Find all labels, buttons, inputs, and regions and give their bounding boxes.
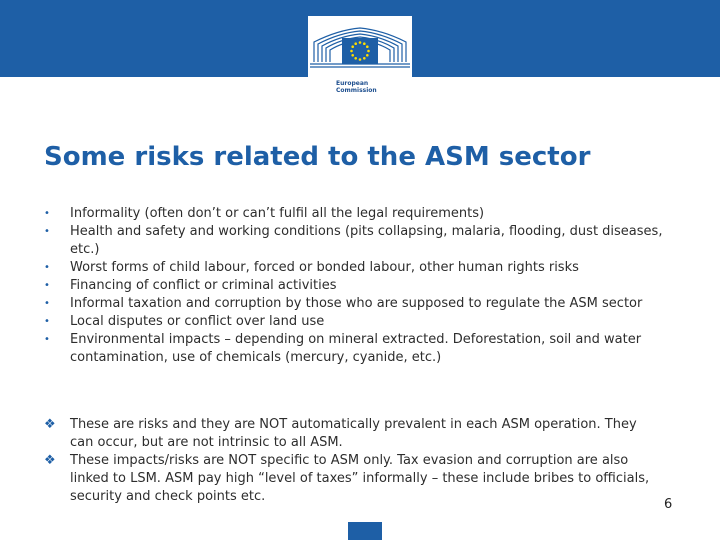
list-item-text: Environmental impacts – depending on mineral extracted. Deforestation, soil and water contamination, use of chemicals (mercury, cyanide, etc.) [70,332,642,365]
logo-line-1: European [336,80,369,87]
list-item-text: Financing of conflict or criminal activities [70,278,337,293]
bullet-icon: • [44,226,50,237]
bottom-tab [348,522,382,540]
risk-list [44,205,664,367]
bullet-icon: • [44,262,50,273]
list-item-text: These are risks and they are NOT automatically prevalent in each ASM operation. They can occur, but are not intrinsic to all ASM. [70,417,637,450]
diamond-bullet-icon: ❖ [44,417,56,432]
logo-line-2: Commission [336,87,377,94]
notes-list [44,416,664,506]
list-item [44,416,664,452]
list-item-text: Local disputes or conflict over land use [70,314,325,329]
list-item [44,313,664,331]
page-number: 6 [664,497,673,512]
logo-text [336,80,377,94]
list-item-text: These impacts/risks are NOT specific to ASM only. Tax evasion and corruption are also linked to LSM. ASM pay high “level of taxes” informally – these include bribes to officials, security and check points etc. [70,453,650,504]
bullet-icon: • [44,208,50,219]
slide-title: Some risks related to the ASM sector [44,142,591,172]
list-item [44,205,664,223]
list-item [44,295,664,313]
diamond-bullet-icon: ❖ [44,453,56,468]
commission-building-icon [308,16,412,78]
european-commission-logo [308,16,412,100]
bullet-icon: • [44,280,50,291]
list-item [44,259,664,277]
list-item-text: Worst forms of child labour, forced or bonded labour, other human rights risks [70,260,579,275]
bullet-icon: • [44,334,50,345]
list-item [44,331,664,367]
list-item-text: Informal taxation and corruption by those who are supposed to regulate the ASM sector [70,296,643,311]
list-item-text: Health and safety and working conditions (pits collapsing, malaria, flooding, dust diseases, etc.) [70,224,663,257]
list-item [44,452,664,506]
list-item-text: Informality (often don’t or can’t fulfil all the legal requirements) [70,206,485,221]
bullet-icon: • [44,298,50,309]
list-item [44,223,664,259]
bullet-icon: • [44,316,50,327]
list-item [44,277,664,295]
